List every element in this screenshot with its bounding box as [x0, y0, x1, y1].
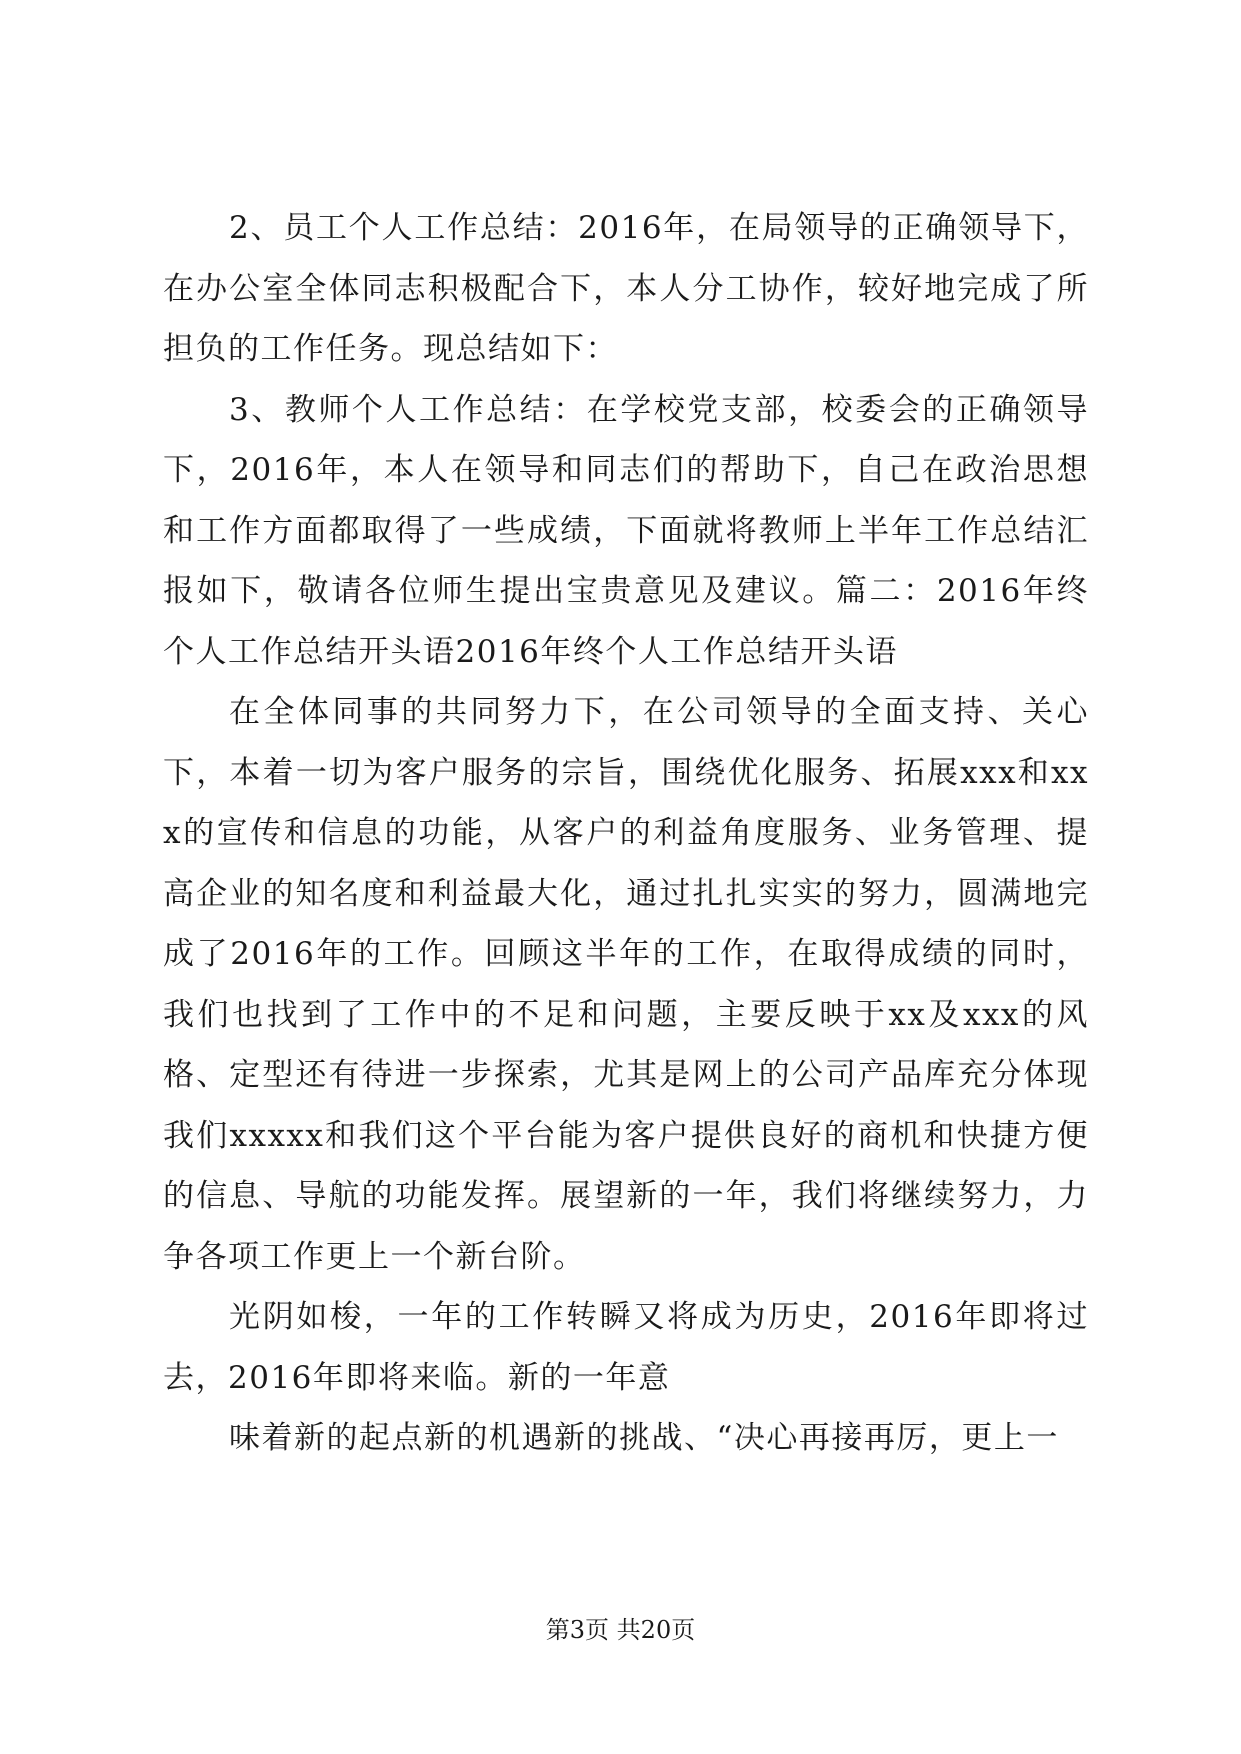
paragraph-5: 味着新的起点新的机遇新的挑战、“决心再接再厉，更上一 — [229, 1420, 1059, 1456]
document-body — [163, 198, 1089, 1469]
page-number-footer: 第3页 共20页 — [545, 1616, 696, 1644]
paragraph-3: 在全体同事的共同努力下，在公司领导的全面支持、关心下，本着一切为客户服务的宗旨，围绕优化服务、拓展xxx和xxx的宣传和信息的功能，从客户的利益角度服务、业务管理、提高企业的知名度和利益最大化，通过扎扎实实的努力，圆满地完成了2016年的工作。回顾这半年的工作，在取得成绩的同时，我们也找到了工作中的不足和问题，主要反映于xx及xxx的风格、定型还有待进一步探索，尤其是网上的公司产品库充分体现我们xxxxx和我们这个平台能为客户提供良好的商机和快捷方便的信息、导航的功能发挥。展望新的一年，我们将继续努力，力争各项工作更上一个新台阶。 — [163, 694, 1089, 1275]
paragraph-2: 3、教师个人工作总结：在学校党支部，校委会的正确领导下，2016年，本人在领导和同志们的帮助下，自己在政治思想和工作方面都取得了一些成绩，下面就将教师上半年工作总结汇报如下，敬请各位师生提出宝贵意见及建议。篇二：2016年终个人工作总结开头语2016年终个人工作总结开头语 — [163, 391, 1089, 670]
paragraph-1: 2、员工个人工作总结：2016年，在局领导的正确领导下，在办公室全体同志积极配合下，本人分工协作，较好地完成了所担负的工作任务。现总结如下： — [163, 210, 1089, 367]
paragraph-4: 光阴如梭，一年的工作转瞬又将成为历史，2016年即将过去，2016年即将来临。新的一年意 — [163, 1299, 1089, 1396]
